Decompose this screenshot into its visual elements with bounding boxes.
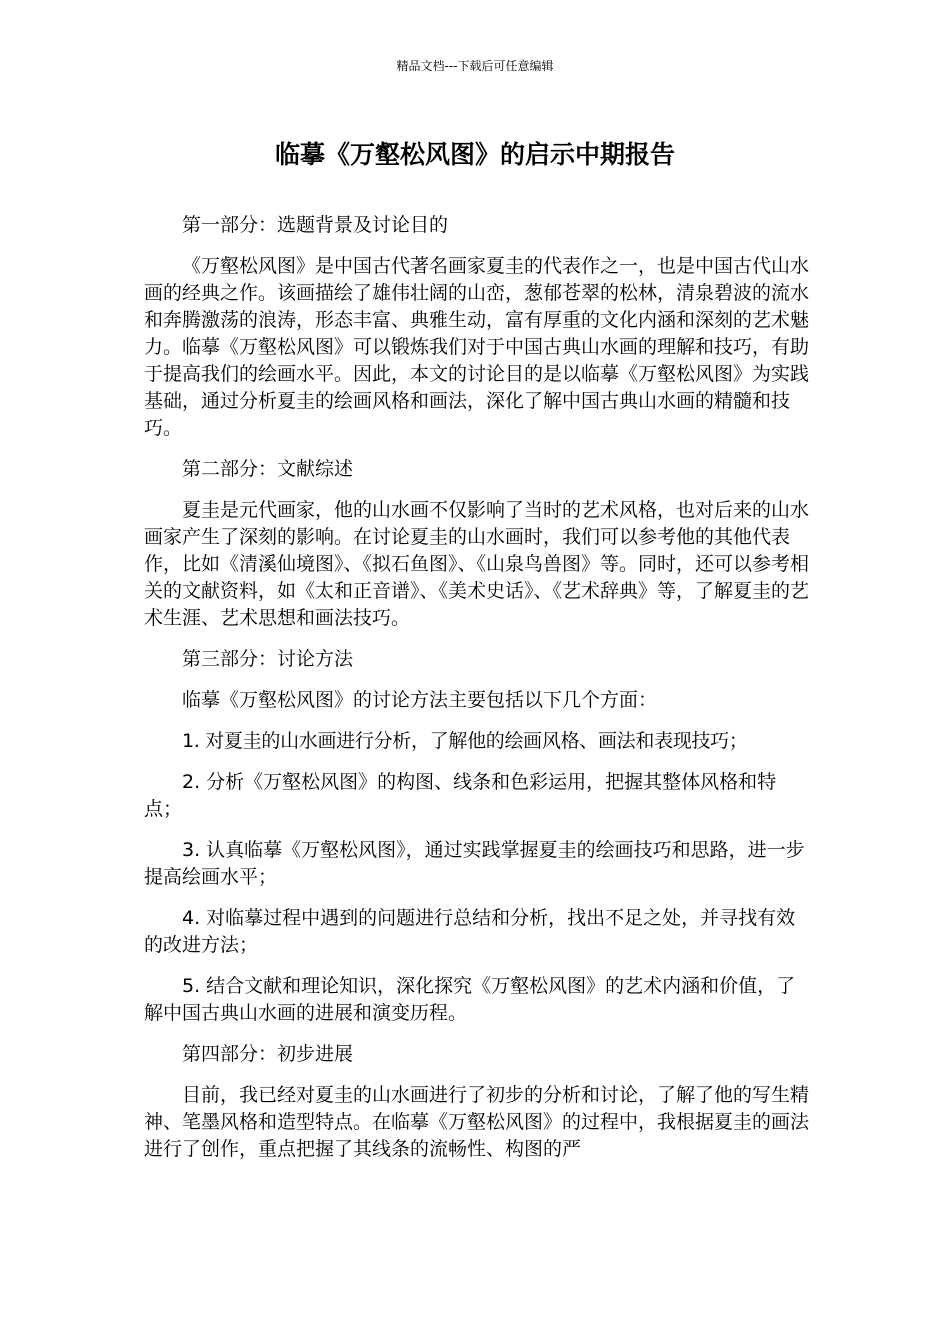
method-item-2: 2. 分析《万壑松风图》的构图、线条和色彩运用，把握其整体风格和特点； <box>144 771 777 820</box>
method-item-3: 3. 认真临摹《万壑松风图》，通过实践掌握夏圭的绘画技巧和思路，进一步提高绘画水平； <box>144 839 805 888</box>
document-title: 临摹《万壑松风图》的启示中期报告 <box>274 140 675 169</box>
paragraph-method-intro: 临摹《万壑松风图》的讨论方法主要包括以下几个方面： <box>182 689 658 711</box>
section-heading-method: 第三部分：讨论方法 <box>182 648 354 670</box>
method-item-5: 5. 结合文献和理论知识，深化探究《万壑松风图》的艺术内涵和价值，了解中国古典山水画的进展和演变历程。 <box>144 975 796 1024</box>
section-heading-progress: 第四部分：初步进展 <box>182 1043 354 1065</box>
section-heading-literature: 第二部分：文献综述 <box>182 458 354 480</box>
page-header-note: 精品文档---下载后可任意编辑 <box>396 59 554 73</box>
method-item-4: 4. 对临摹过程中遇到的问题进行总结和分析，找出不足之处，并寻找有效的改进方法； <box>144 907 796 956</box>
section-heading-background: 第一部分：选题背景及讨论目的 <box>182 214 449 236</box>
paragraph-progress: 目前，我已经对夏圭的山水画进行了初步的分析和讨论，了解了他的写生精神、笔墨风格和造型特点。在临摹《万壑松风图》的过程中，我根据夏圭的画法进行了创作，重点把握了其线条的流畅性、构图的严 <box>144 1084 810 1160</box>
method-item-1: 1. 对夏圭的山水画进行分析，了解他的绘画风格、画法和表现技巧； <box>182 730 748 752</box>
document-body <box>144 212 812 1177</box>
paragraph-background: 《万壑松风图》是中国古代著名画家夏圭的代表作之一，也是中国古代山水画的经典之作。该画描绘了雄伟壮阔的山峦，葱郁苍翠的松林，清泉碧波的流水和奔腾激荡的浪涛，形态丰富、典雅生动，富有厚重的文化内涵和深刻的艺术魅力。临摹《万壑松风图》可以锻炼我们对于中国古典山水画的理解和技巧，有助于提高我们的绘画水平。因此，本文的讨论目的是以临摹《万壑松风图》为实践基础，通过分析夏圭的绘画风格和画法，深化了解中国古典山水画的精髓和技巧。 <box>144 255 810 439</box>
paragraph-literature: 夏圭是元代画家，他的山水画不仅影响了当时的艺术风格，也对后来的山水画家产生了深刻的影响。在讨论夏圭的山水画时，我们可以参考他的其他代表作，比如《清溪仙境图》、《拟石鱼图》、《山泉鸟兽图》等。同时，还可以参考相关的文献资料，如《太和正音谱》、《美术史话》、《艺术辞典》等，了解夏圭的艺术生涯、艺术思想和画法技巧。 <box>144 499 810 629</box>
